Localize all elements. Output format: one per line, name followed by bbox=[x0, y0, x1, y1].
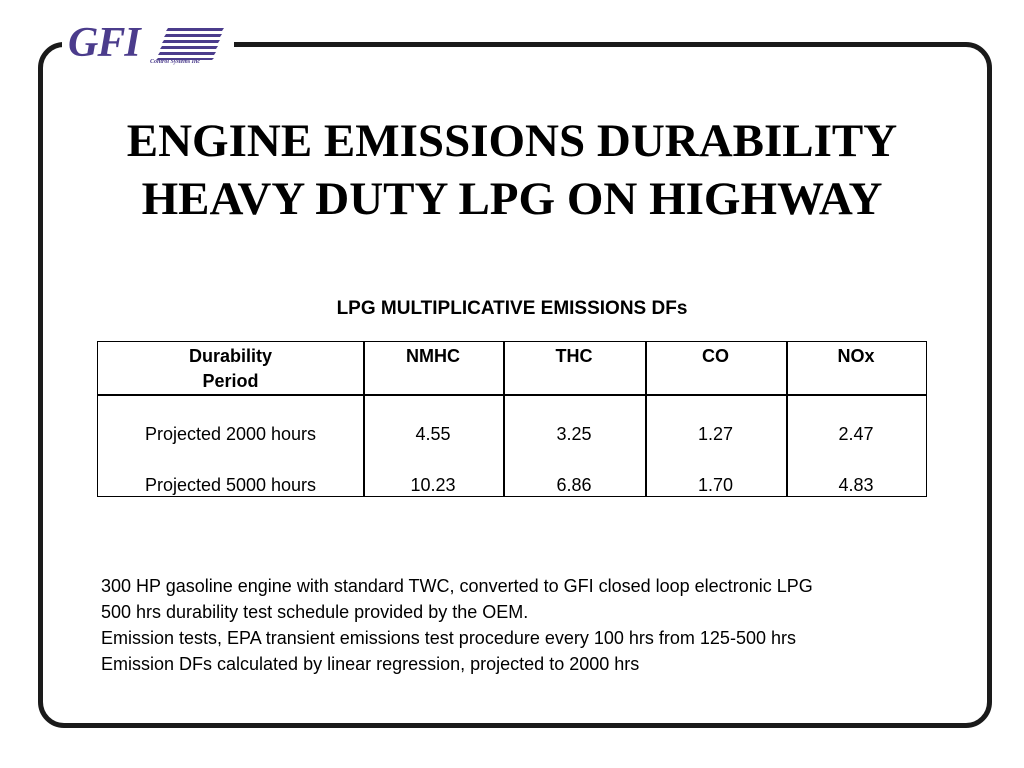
emissions-table bbox=[97, 341, 927, 497]
header-co: CO bbox=[702, 346, 729, 366]
title-line-1: ENGINE EMISSIONS DURABILITY bbox=[126, 115, 898, 167]
notes-block bbox=[101, 573, 813, 677]
row-2-period: Projected 5000 hours bbox=[144, 475, 317, 495]
header-durability-period bbox=[98, 344, 363, 394]
note-line: Emission DFs calculated by linear regression, projected to 2000 hrs bbox=[101, 654, 640, 674]
note-line: 300 HP gasoline engine with standard TWC, converted to GFI closed loop electronic LPG bbox=[101, 576, 813, 596]
row-2-nox: 4.83 bbox=[838, 475, 874, 495]
header-period-line-2: Period bbox=[202, 371, 259, 391]
row-1-co: 1.27 bbox=[697, 424, 734, 444]
table-caption: LPG MULTIPLICATIVE EMISSIONS DFs bbox=[336, 298, 688, 319]
header-nmhc: NMHC bbox=[406, 346, 460, 366]
header-thc: THC bbox=[555, 346, 593, 366]
row-1-nmhc: 4.55 bbox=[415, 424, 451, 444]
row-1-thc: 3.25 bbox=[556, 424, 592, 444]
row-2-nmhc: 10.23 bbox=[410, 475, 456, 495]
row-1-period: Projected 2000 hours bbox=[144, 424, 317, 444]
note-line: 500 hrs durability test schedule provided by the OEM. bbox=[101, 602, 529, 622]
header-nox: NOx bbox=[837, 346, 875, 366]
row-1-nox: 2.47 bbox=[838, 424, 874, 444]
logo-text: GFI bbox=[68, 20, 140, 66]
logo-tagline: Control Systems Inc bbox=[150, 59, 201, 65]
gfi-logo bbox=[62, 22, 234, 68]
row-2-co: 1.70 bbox=[697, 475, 734, 495]
row-2-thc: 6.86 bbox=[556, 475, 592, 495]
slide-title bbox=[0, 112, 1024, 228]
header-period-line-1: Durability bbox=[188, 346, 272, 366]
logo-stripes-icon bbox=[154, 26, 224, 62]
title-line-2: HEAVY DUTY LPG ON HIGHWAY bbox=[141, 173, 883, 225]
table-header-divider bbox=[98, 394, 926, 396]
note-line: Emission tests, EPA transient emissions test procedure every 100 hrs from 125-500 hrs bbox=[101, 628, 796, 648]
